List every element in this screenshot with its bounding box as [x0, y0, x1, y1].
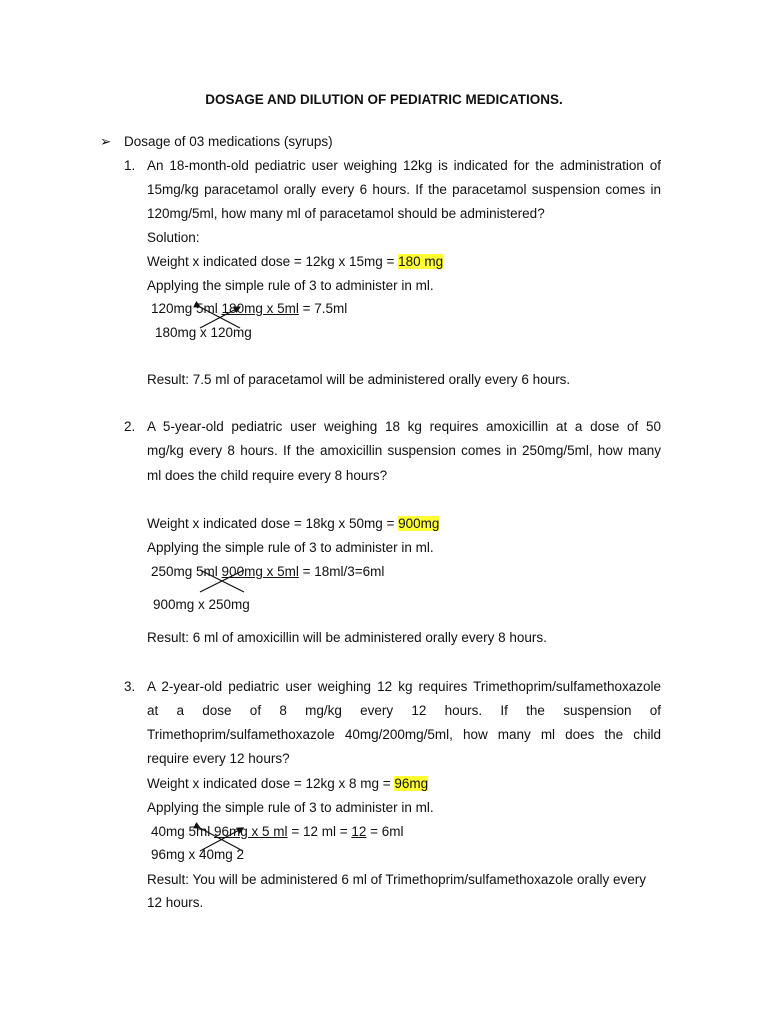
- q1-dose-highlight: 180 mg: [398, 254, 444, 269]
- q3-dose-highlight: 96mg: [394, 776, 429, 791]
- q1-number: 1.: [124, 158, 136, 173]
- q2-calc-underlined: 900mg x 5ml: [221, 564, 299, 579]
- q1-line-2: 15mg/kg paracetamol orally every 6 hours. If the paracetamol suspension comes in: [147, 182, 661, 197]
- q2-line-2: mg/kg every 8 hours. If the amoxicillin suspension comes in 250mg/5ml, how many: [147, 443, 661, 458]
- q2-dose-line: [147, 516, 439, 532]
- q3-dose-line: [147, 776, 428, 792]
- q2-line-3: ml does the child require every 8 hours?: [147, 468, 388, 483]
- page-title: DOSAGE AND DILUTION OF PEDIATRIC MEDICATIONS.: [205, 92, 563, 107]
- q2-calc-a: 250mg 5ml: [151, 564, 222, 579]
- q1-dose-line: [147, 254, 443, 270]
- q3-result-line-1: Result: You will be administered 6 ml of Trimethoprim/sulfamethoxazole orally every: [147, 872, 646, 887]
- section-heading: Dosage of 03 medications (syrups): [124, 134, 333, 149]
- q2-dose-text: Weight x indicated dose = 18kg x 50mg =: [147, 516, 399, 531]
- q1-line-3: 120mg/5ml, how many ml of paracetamol should be administered?: [147, 206, 545, 221]
- q2-line-1: A 5-year-old pediatric user weighing 18 kg requires amoxicillin at a dose of 50: [147, 419, 661, 434]
- q3-calc-underlined: 96mg x 5 ml: [214, 824, 288, 839]
- q2-calc-b: = 18ml/3=6ml: [298, 564, 385, 579]
- q1-solution-label: Solution:: [147, 230, 200, 245]
- q2-result: Result: 6 ml of amoxicillin will be administered orally every 8 hours.: [147, 630, 547, 645]
- q1-calc-line-2: 180mg x 120mg: [155, 325, 252, 340]
- q2-calc-line-2: 900mg x 250mg: [153, 597, 250, 612]
- q2-calc-line: [151, 564, 384, 580]
- q3-calc-line: [151, 824, 404, 840]
- q3-number: 3.: [124, 679, 136, 694]
- q3-calc-a: 40mg 5ml: [151, 824, 215, 839]
- bullet-arrow-icon: ➢: [100, 134, 112, 149]
- q2-dose-highlight: 900mg: [398, 516, 440, 531]
- q1-calc-a: 120mg 5ml: [151, 301, 222, 316]
- q1-result: Result: 7.5 ml of paracetamol will be administered orally every 6 hours.: [147, 372, 571, 387]
- q1-dose-text: Weight x indicated dose = 12kg x 15mg =: [147, 254, 399, 269]
- q1-line-1: An 18-month-old pediatric user weighing 12kg is indicated for the administration of: [147, 158, 661, 173]
- q3-calc-c: = 6ml: [366, 824, 404, 839]
- q2-rule-text: Applying the simple rule of 3 to administer in ml.: [147, 540, 434, 555]
- q3-dose-text: Weight x indicated dose = 12kg x 8 mg =: [147, 776, 395, 791]
- q1-calc-underlined: 180mg x 5ml: [221, 301, 299, 316]
- q3-result-line-2: 12 hours.: [147, 895, 204, 910]
- q1-calc-line: [151, 301, 347, 317]
- q3-calc-underlined-2: 12: [351, 824, 367, 839]
- q3-calc-line-2: 96mg x 40mg 2: [151, 847, 245, 862]
- q3-line-4: require every 12 hours?: [147, 751, 290, 766]
- q1-rule-text: Applying the simple rule of 3 to administer in ml.: [147, 278, 434, 293]
- q1-calc-b: = 7.5ml: [298, 301, 348, 316]
- q3-line-2: at a dose of 8 mg/kg every 12 hours. If the suspension of: [147, 703, 661, 718]
- q3-line-1: A 2-year-old pediatric user weighing 12 kg requires Trimethoprim/sulfamethoxazole: [147, 679, 661, 694]
- q3-line-3: Trimethoprim/sulfamethoxazole 40mg/200mg/5ml, how many ml does the child: [147, 727, 661, 742]
- q3-rule-text: Applying the simple rule of 3 to administer in ml.: [147, 800, 434, 815]
- q3-calc-b: = 12 ml =: [287, 824, 352, 839]
- q2-number: 2.: [124, 419, 136, 434]
